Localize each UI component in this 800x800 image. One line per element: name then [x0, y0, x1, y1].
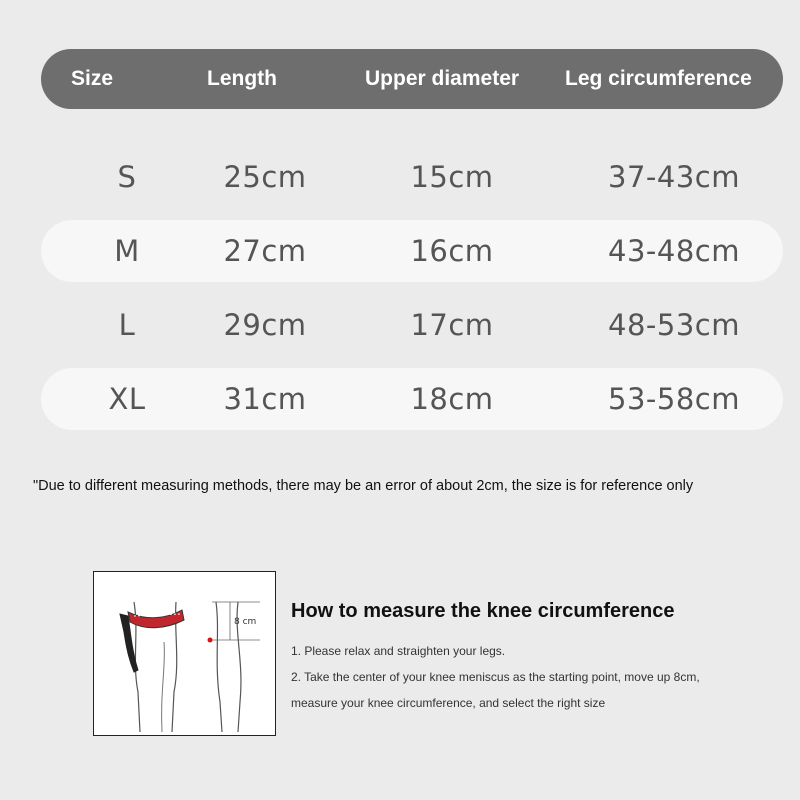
cell-length: 27cm: [223, 234, 307, 268]
howto-step-1: 1. Please relax and straighten your legs.: [291, 644, 506, 658]
header-leg-circumference: Leg circumference: [565, 67, 752, 90]
measurement-note: "Due to different measuring methods, there may be an error of about 2cm, the size is for reference only: [33, 478, 694, 494]
cell-length: 31cm: [223, 382, 307, 416]
size-table-header: [41, 49, 783, 109]
cell-size: L: [118, 308, 136, 342]
header-size: Size: [71, 67, 114, 90]
howto-title: How to measure the knee circumference: [291, 600, 675, 622]
howto-step-2-continued: measure your knee circumference, and select the right size: [291, 696, 606, 710]
cell-length: 29cm: [223, 308, 307, 342]
table-row: [41, 146, 783, 208]
cell-leg-circumference: 37-43cm: [608, 160, 740, 194]
cell-upper-diameter: 16cm: [410, 234, 494, 268]
cell-size: M: [114, 234, 140, 268]
table-row: [41, 294, 783, 356]
header-upper-diameter: Upper diameter: [365, 67, 520, 90]
cell-upper-diameter: 18cm: [410, 382, 494, 416]
cell-upper-diameter: 17cm: [410, 308, 494, 342]
table-row: [41, 368, 783, 430]
table-row: [41, 220, 783, 282]
cell-leg-circumference: 53-58cm: [608, 382, 740, 416]
cell-upper-diameter: 15cm: [410, 160, 494, 194]
header-length: Length: [207, 67, 277, 90]
cell-size: XL: [108, 382, 146, 416]
knee-center-dot-icon: [208, 638, 213, 643]
cell-size: S: [117, 160, 137, 194]
knee-measure-illustration: [93, 571, 276, 736]
figure-8cm-label: 8 cm: [234, 617, 257, 627]
howto-step-2: 2. Take the center of your knee meniscus as the starting point, move up 8cm,: [291, 670, 700, 684]
knee-legs-illustration: [94, 572, 274, 734]
cell-leg-circumference: 43-48cm: [608, 234, 740, 268]
cell-leg-circumference: 48-53cm: [608, 308, 740, 342]
cell-length: 25cm: [223, 160, 307, 194]
